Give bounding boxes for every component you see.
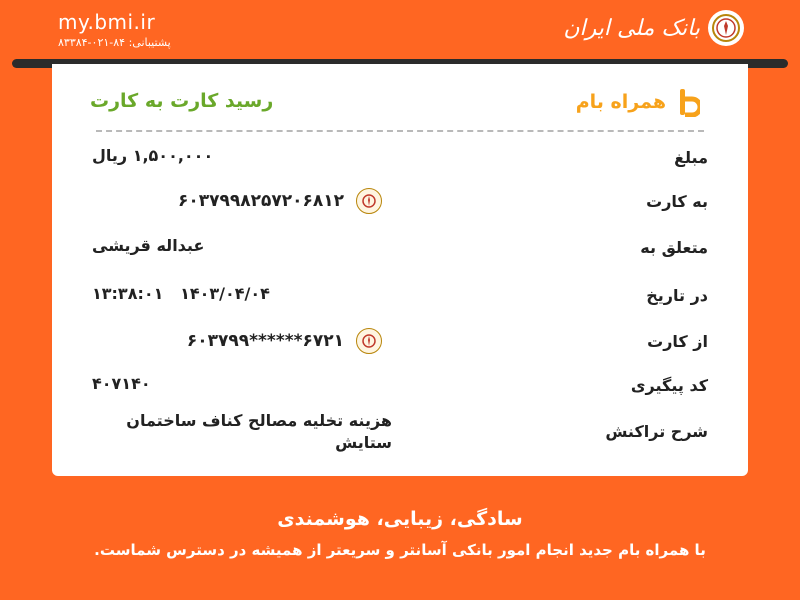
row-from-card [52, 328, 748, 358]
row-to-card [52, 188, 748, 218]
site-url[interactable]: my.bmi.ir [58, 10, 156, 34]
row-value: ۱,۵۰۰,۰۰۰ ریال [92, 146, 214, 165]
receipt-title: رسید کارت به کارت [90, 90, 274, 112]
row-description [52, 410, 748, 460]
row-tracking [52, 372, 748, 402]
row-label: شرح تراکنش [605, 422, 708, 441]
row-value: عبداله قریشی [92, 236, 205, 255]
footer-text: با همراه بام جدید انجام امور بانکی آسانتر و سریعتر از همیشه در دسترس شماست. [94, 541, 706, 559]
card-bank-icon [356, 328, 382, 354]
from-card-value [92, 328, 382, 354]
to-card-value [92, 188, 382, 214]
support-phone: پشتیبانی: ۸۴-۰۲۱-۸۳۳۸۴ [58, 36, 171, 49]
card-number: ۶۰۳۷۹۹۸۲۵۷۲۰۶۸۱۲ [177, 191, 344, 211]
row-date [52, 282, 748, 312]
card-bank-icon [356, 188, 382, 214]
row-label: متعلق به [640, 238, 708, 257]
row-value: هزینه تخلیه مصالح کناف ساختمان ستایش [126, 411, 392, 452]
row-amount [52, 144, 748, 174]
brand-row [576, 86, 702, 118]
bam-logo-icon [676, 86, 702, 118]
row-label: به کارت [646, 192, 708, 211]
brand-name: همراه بام [575, 91, 666, 113]
row-label: در تاریخ [646, 286, 708, 305]
row-value: ۴۰۷۱۴۰ [92, 374, 151, 393]
row-label: از کارت [647, 332, 708, 351]
bank-emblem-icon [708, 10, 744, 46]
card-number: ۶۰۳۷۹۹******۶۷۲۱ [186, 331, 344, 351]
row-label: مبلغ [674, 148, 708, 167]
bank-logo [563, 10, 744, 46]
footer-title: سادگی، زیبایی، هوشمندی [277, 508, 523, 530]
row-value: ۱۴۰۳/۰۴/۰۴ ۱۳:۳۸:۰۱ [92, 284, 270, 303]
row-owner [52, 234, 748, 264]
row-label: کد پیگیری [630, 376, 708, 395]
divider [96, 130, 704, 132]
bank-name: بانک ملی ایران [563, 15, 700, 41]
receipt-card [52, 64, 748, 476]
